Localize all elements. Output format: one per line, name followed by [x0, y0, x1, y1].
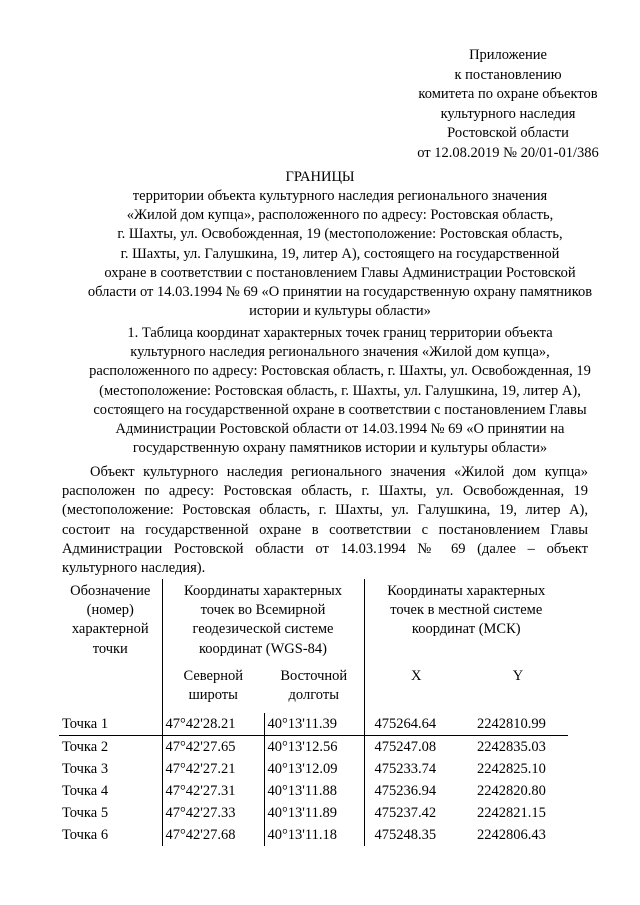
point-x: 475248.35 [374, 826, 437, 843]
subtitle-line: г. Шахты, ул. Галушкина, 19, литер А), состоящего на государственной [120, 245, 560, 262]
point-latitude: 47°42'27.65 [162, 735, 264, 758]
appendix-line: от 12.08.2019 № 20/01-01/386 [417, 144, 599, 161]
header-point-name: Обозначение (номер) характерной точки [59, 579, 162, 713]
paragraph-line: (местоположение: Ростовская область, г. Шахты, ул. Галушкина, 19, литер А), [62, 502, 588, 519]
point-y: 2242820.80 [477, 782, 546, 799]
point-x: 475264.64 [374, 715, 437, 732]
coordinates-table [59, 579, 568, 846]
point-latitude: 47°42'28.21 [165, 715, 236, 732]
subheader-longitude: Восточной долготы [264, 659, 364, 713]
section-line: культурного наследия регионального значения «Жилой дом купца», [130, 344, 550, 361]
section-line: государственную охрану памятников истории и культуры области» [132, 440, 548, 457]
header-wgs84: Координаты характерных точек во Всемирной геодезической системе координат (WGS-84) [162, 579, 364, 659]
document-subtitle [40, 187, 640, 321]
paragraph-line: расположен по адресу: Ростовская область, г. Шахты, ул. Освобожденная, 19 [62, 483, 588, 500]
point-longitude: 40°13'12.09 [264, 758, 364, 780]
table-row [59, 780, 568, 802]
table-row [59, 758, 568, 780]
appendix-line: культурного наследия [440, 105, 576, 122]
paragraph-line: культурного наследия). [62, 560, 206, 577]
subtitle-line: «Жилой дом купца», расположенного по адресу: Ростовская область, [126, 207, 554, 224]
paragraph-line: Объект культурного наследия регионального значения «Жилой дом купца» [90, 464, 588, 480]
subtitle-line: области от 14.03.1994 № 69 «О принятии на государственную охрану памятников [87, 284, 593, 301]
point-x: 475236.94 [374, 782, 437, 799]
point-y: 2242821.15 [477, 804, 546, 821]
subtitle-line: территории объекта культурного наследия регионального значения [132, 188, 548, 204]
point-longitude: 40°13'11.89 [264, 802, 364, 824]
point-latitude: 47°42'27.68 [165, 826, 236, 843]
appendix-line: к постановлению [454, 66, 562, 83]
point-y: 2242806.43 [477, 826, 546, 843]
section-line: состоящего на государственной охране в соответствии с постановлением Главы [93, 401, 587, 418]
body-paragraph [62, 463, 588, 578]
table-row [59, 802, 568, 824]
subheader-y: Y [512, 667, 524, 684]
point-longitude: 40°13'12.56 [264, 735, 364, 758]
subheader-latitude: Северной широты [183, 667, 243, 703]
point-name: Точка 1 [59, 713, 162, 736]
point-y: 2242825.10 [477, 760, 546, 777]
point-name: Точка 3 [59, 758, 162, 780]
table-row [59, 713, 568, 736]
point-name: Точка 6 [59, 824, 162, 846]
point-x: 475237.42 [374, 804, 437, 821]
point-name: Точка 4 [59, 780, 162, 802]
appendix-line: комитета по охране объектов [418, 86, 598, 102]
point-longitude: 40°13'11.39 [264, 713, 364, 736]
appendix-line: Ростовской области [447, 125, 569, 141]
paragraph-line: состоит на государственной охране в соответствии с постановлением Главы [62, 521, 588, 538]
table-header-row [59, 579, 568, 659]
section-line: Администрации Ростовской области от 14.03.1994 № 69 «О принятии на [115, 421, 565, 438]
subtitle-line: г. Шахты, ул. Освобожденная, 19 (местоположение: Ростовская область, [117, 226, 563, 243]
section-line: (местоположение: Ростовская область, г. Шахты, ул. Галушкина, 19, литер А), [99, 382, 581, 399]
header-msk: Координаты характерных точек в местной системе координат (МСК) [387, 583, 546, 638]
appendix-block [380, 46, 636, 163]
point-latitude: 47°42'27.31 [165, 782, 236, 799]
point-longitude: 40°13'11.18 [264, 824, 364, 846]
point-longitude: 40°13'11.88 [264, 780, 364, 802]
table-row [59, 824, 568, 846]
point-latitude: 47°42'27.21 [165, 760, 236, 777]
document-title: ГРАНИЦЫ [285, 169, 355, 185]
section-heading [40, 324, 640, 458]
table-row [59, 735, 568, 758]
point-x: 475247.08 [364, 735, 468, 758]
section-line: расположенного по адресу: Ростовская область, г. Шахты, ул. Освобожденная, 19 [89, 363, 591, 380]
subtitle-line: охране в соответствии с постановлением Главы Администрации Ростовской [104, 264, 576, 281]
paragraph-line: Администрации Ростовской области от 14.03.1994 № 69 (далее – объект [62, 540, 588, 557]
subtitle-line: истории и культуры области» [249, 303, 431, 320]
point-latitude: 47°42'27.33 [165, 804, 236, 821]
point-y: 2242810.99 [477, 715, 546, 732]
point-name: Точка 2 [59, 735, 162, 758]
appendix-line: Приложение [469, 47, 547, 63]
point-y: 2242835.03 [468, 735, 568, 758]
point-x: 475233.74 [374, 760, 437, 777]
section-line: 1. Таблица координат характерных точек границ территории объекта [127, 325, 553, 341]
subheader-x: X [411, 667, 422, 684]
point-name: Точка 5 [59, 802, 162, 824]
